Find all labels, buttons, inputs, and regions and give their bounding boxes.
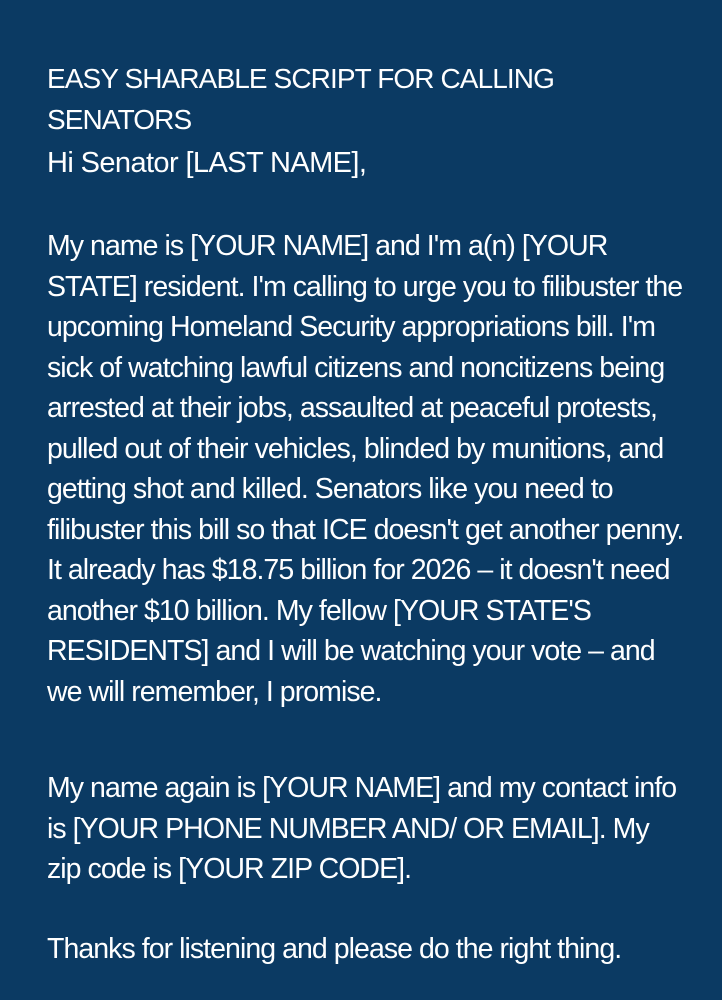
contact-paragraph: My name again is [YOUR NAME] and my contact info is [YOUR PHONE NUMBER AND/ OR EMAIL]. My zip code is [YOUR ZIP CODE]. xyxy=(47,772,677,885)
closing-line: Thanks for listening and please do the right thing. xyxy=(47,933,622,965)
document-title: EASY SHARABLE SCRIPT FOR CALLING SENATORS xyxy=(47,63,555,135)
greeting-line: Hi Senator [LAST NAME], xyxy=(47,147,367,179)
main-paragraph: My name is [YOUR NAME] and I'm a(n) [YOUR STATE] resident. I'm calling to urge you to filibuster the upcoming Homeland Security appropriations bill. I'm sick of watching lawful citizens and noncitizens being arrested at their jobs, assaulted at peaceful protests, pulled out of their vehicles, blinded by munitions, and getting shot and killed. Senators like you need to filibuster this bill so that ICE doesn't get another penny. It already has $18.75 billion for 2026 – it doesn't need another $10 billion. My fellow [YOUR STATE'S RESIDENTS] and I will be watching your vote – and we will remember, I promise. xyxy=(47,230,684,708)
